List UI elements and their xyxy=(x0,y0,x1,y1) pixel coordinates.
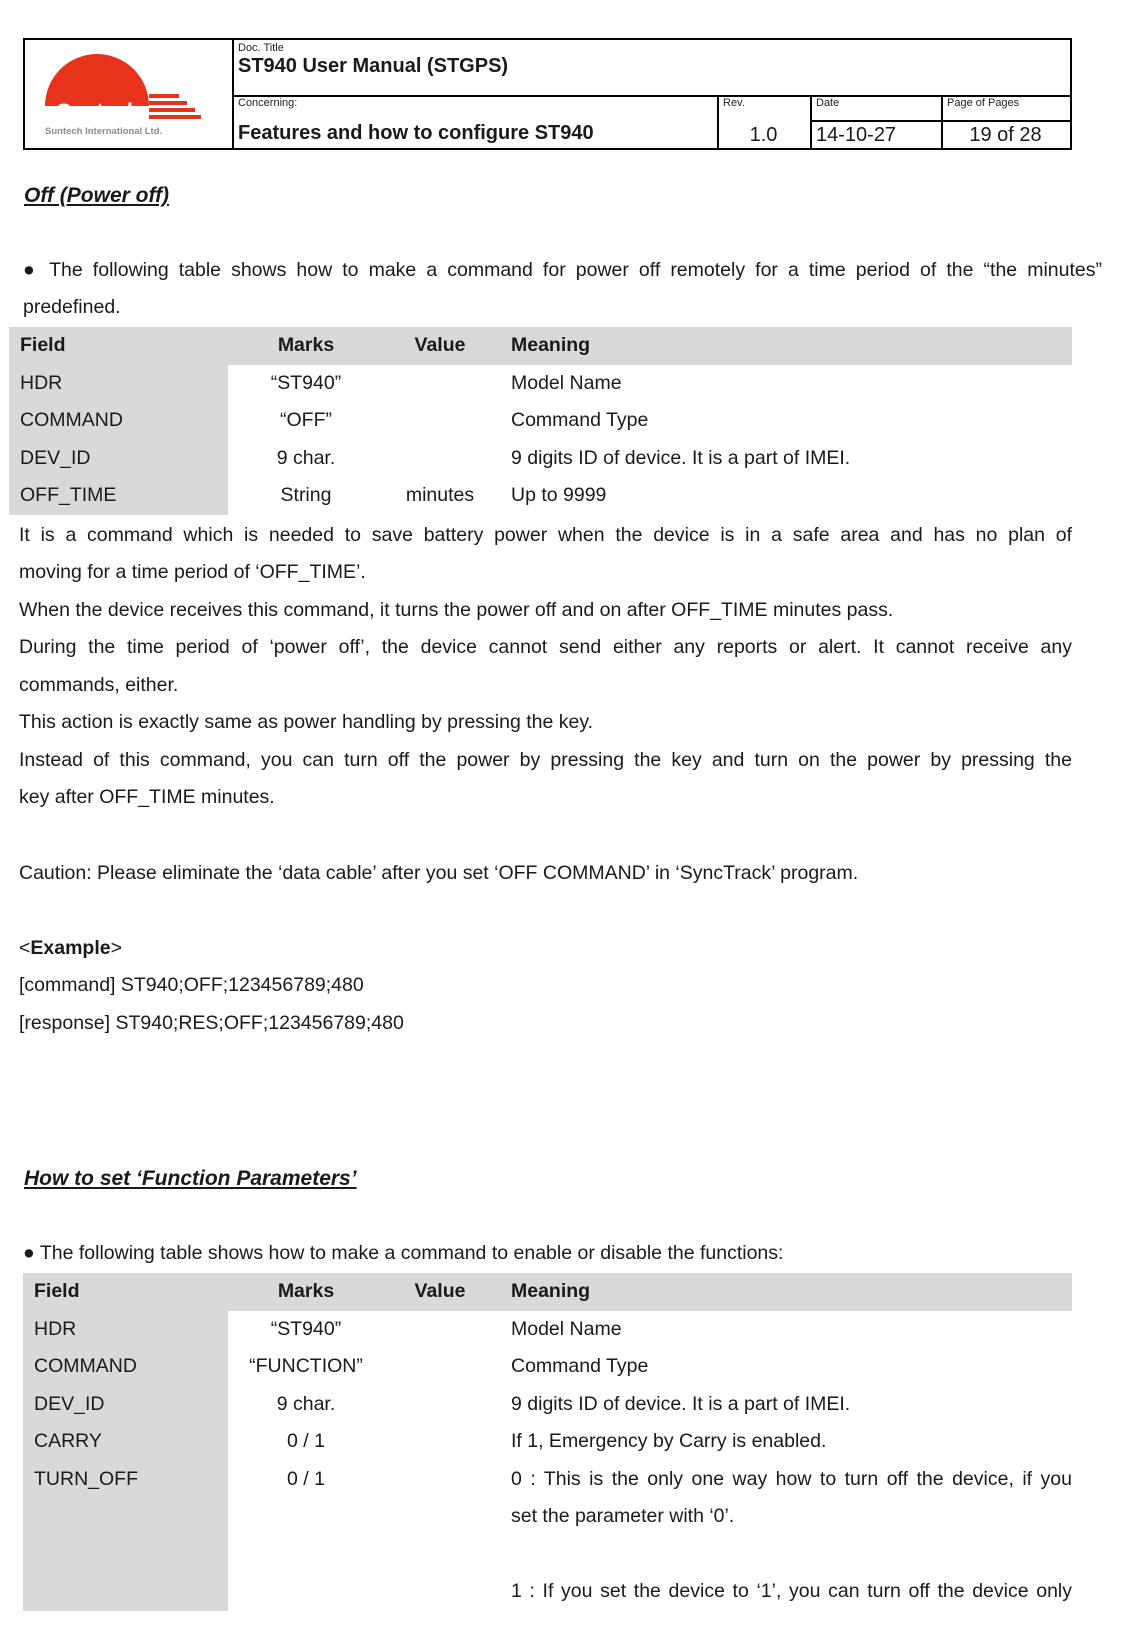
doc-title-cell xyxy=(232,40,1070,97)
cell-field: HDR xyxy=(9,365,228,403)
intro-line: predefined. xyxy=(23,296,121,318)
cell-field: DEV_ID xyxy=(23,1386,228,1424)
date-label: Date xyxy=(816,97,840,109)
cell-field: HDR xyxy=(23,1311,228,1349)
cell-value xyxy=(384,1386,496,1424)
body-paragraph: Instead of this command, you can turn off the power by pressing the key and turn on the power by pressing the xyxy=(19,749,1072,771)
col-header-value: Value xyxy=(384,1273,496,1311)
cell-marks: 9 char. xyxy=(276,1392,336,1415)
section-heading-function: How to set ‘Function Parameters’ xyxy=(24,1167,357,1190)
cell-meaning: Model Name xyxy=(511,371,622,394)
body-paragraph: This action is exactly same as power handling by pressing the key. xyxy=(19,711,594,733)
logo-subtitle: Suntech International Ltd. xyxy=(45,126,163,137)
col-header-marks: Marks xyxy=(228,1273,384,1311)
table-row xyxy=(9,477,1072,515)
col-header-field: Field xyxy=(9,327,228,365)
cell-marks: “OFF” xyxy=(280,409,332,432)
col-header-marks: Marks xyxy=(228,327,384,365)
pages-cell xyxy=(941,95,1070,148)
concerning-label: Concerning: xyxy=(238,97,298,109)
concerning-value: Features and how to configure ST940 xyxy=(238,122,594,144)
rev-cell xyxy=(717,95,812,148)
suntech-logo xyxy=(25,40,232,148)
concerning-cell xyxy=(232,95,719,148)
example-label xyxy=(19,930,122,968)
body-paragraph: When the device receives this command, it turns the power off and on after OFF_TIME minutes pass. xyxy=(19,599,894,621)
cell-value xyxy=(384,1311,496,1349)
doc-title-label: Doc. Title xyxy=(238,42,284,54)
table-row xyxy=(9,365,1072,403)
intro-line: ● The following table shows how to make a command to enable or disable the functions: xyxy=(23,1242,784,1264)
body-paragraph: commands, either. xyxy=(19,674,179,696)
off-command-table xyxy=(9,327,1072,515)
table-header-row xyxy=(9,327,1072,365)
cell-marks: “FUNCTION” xyxy=(249,1355,363,1378)
table-row-continuation xyxy=(23,1498,1072,1536)
table-row xyxy=(23,1423,1072,1461)
section-heading-off: Off (Power off) xyxy=(24,184,170,207)
cell-meaning: 0 : This is the only one way how to turn off the device, if you xyxy=(511,1467,1072,1490)
cell-field: COMMAND xyxy=(23,1348,228,1386)
body-paragraph: moving for a time period of ‘OFF_TIME’. xyxy=(19,561,366,583)
cell-meaning: Model Name xyxy=(511,1317,622,1340)
table-row xyxy=(23,1348,1072,1386)
cell-value xyxy=(384,1423,496,1461)
date-value: 14-10-27 xyxy=(816,124,897,146)
body-paragraph: key after OFF_TIME minutes. xyxy=(19,786,275,808)
example-bracket-close: > xyxy=(110,937,122,959)
cell-field: CARRY xyxy=(23,1423,228,1461)
cell-meaning: Command Type xyxy=(511,409,649,432)
body-paragraph: During the time period of ‘power off’, the device cannot send either any reports or alert. It cannot receive any xyxy=(19,636,1072,658)
cell-meaning-continued: set the parameter with ‘0’. xyxy=(511,1505,735,1528)
header-info-row xyxy=(232,95,1070,148)
cell-value xyxy=(384,1348,496,1386)
col-header-field: Field xyxy=(23,1273,228,1311)
pages-value: 19 of 28 xyxy=(969,124,1042,146)
col-header-meaning: Meaning xyxy=(496,1273,1072,1311)
rev-value: 1.0 xyxy=(749,124,778,146)
cell-value xyxy=(384,440,496,478)
cell-value: minutes xyxy=(405,484,475,507)
table-row-spacer xyxy=(23,1536,1072,1574)
cell-marks: 9 char. xyxy=(276,446,336,469)
function-command-table xyxy=(23,1273,1072,1611)
caution-note: Caution: Please eliminate the ‘data cable’ after you set ‘OFF COMMAND’ in ‘SyncTrack’ program. xyxy=(19,862,859,884)
example-command: [command] ST940;OFF;123456789;480 xyxy=(19,974,364,996)
cell-marks: String xyxy=(280,484,332,507)
logo-wordmark: Suntech xyxy=(57,100,140,123)
cell-meaning: Command Type xyxy=(511,1355,649,1378)
cell-marks: 0 / 1 xyxy=(287,1430,325,1453)
intro-line: ● The following table shows how to make a command for power off remotely for a time period of the “the minutes” xyxy=(23,259,1102,281)
cell-field: COMMAND xyxy=(9,402,228,440)
cell-field: TURN_OFF xyxy=(23,1461,228,1499)
logo-cell xyxy=(25,40,234,148)
date-cell xyxy=(810,95,943,148)
doc-title: ST940 User Manual (STGPS) xyxy=(238,55,509,77)
body-paragraph: It is a command which is needed to save battery power when the device is in a safe area and has no plan of xyxy=(19,524,1072,546)
example-bracket-open: < xyxy=(19,937,31,959)
cell-marks: 0 / 1 xyxy=(287,1467,325,1490)
cell-field: DEV_ID xyxy=(9,440,228,478)
cell-value xyxy=(384,365,496,403)
example-response: [response] ST940;RES;OFF;123456789;480 xyxy=(19,1012,404,1034)
cell-meaning-continued: 1 : If you set the device to ‘1’, you can turn off the device only xyxy=(511,1580,1072,1603)
document-header xyxy=(23,38,1072,150)
table-row xyxy=(9,440,1072,478)
example-label-text: Example xyxy=(30,937,111,959)
rev-label: Rev. xyxy=(723,97,745,109)
col-header-meaning: Meaning xyxy=(496,327,1072,365)
cell-value xyxy=(384,1461,496,1499)
table-row xyxy=(23,1386,1072,1424)
cell-value xyxy=(384,402,496,440)
cell-meaning: If 1, Emergency by Carry is enabled. xyxy=(511,1430,827,1453)
cell-meaning: Up to 9999 xyxy=(511,484,607,507)
table-row xyxy=(23,1461,1072,1499)
table-row-continuation xyxy=(23,1573,1072,1611)
col-header-value: Value xyxy=(384,327,496,365)
table-row xyxy=(23,1311,1072,1349)
table-row xyxy=(9,402,1072,440)
cell-field: OFF_TIME xyxy=(9,477,228,515)
cell-meaning: 9 digits ID of device. It is a part of IMEI. xyxy=(511,446,851,469)
pages-label: Page of Pages xyxy=(947,97,1020,109)
table-header-row xyxy=(23,1273,1072,1311)
cell-marks: “ST940” xyxy=(270,371,342,394)
cell-marks: “ST940” xyxy=(270,1317,342,1340)
cell-meaning: 9 digits ID of device. It is a part of IMEI. xyxy=(511,1392,851,1415)
